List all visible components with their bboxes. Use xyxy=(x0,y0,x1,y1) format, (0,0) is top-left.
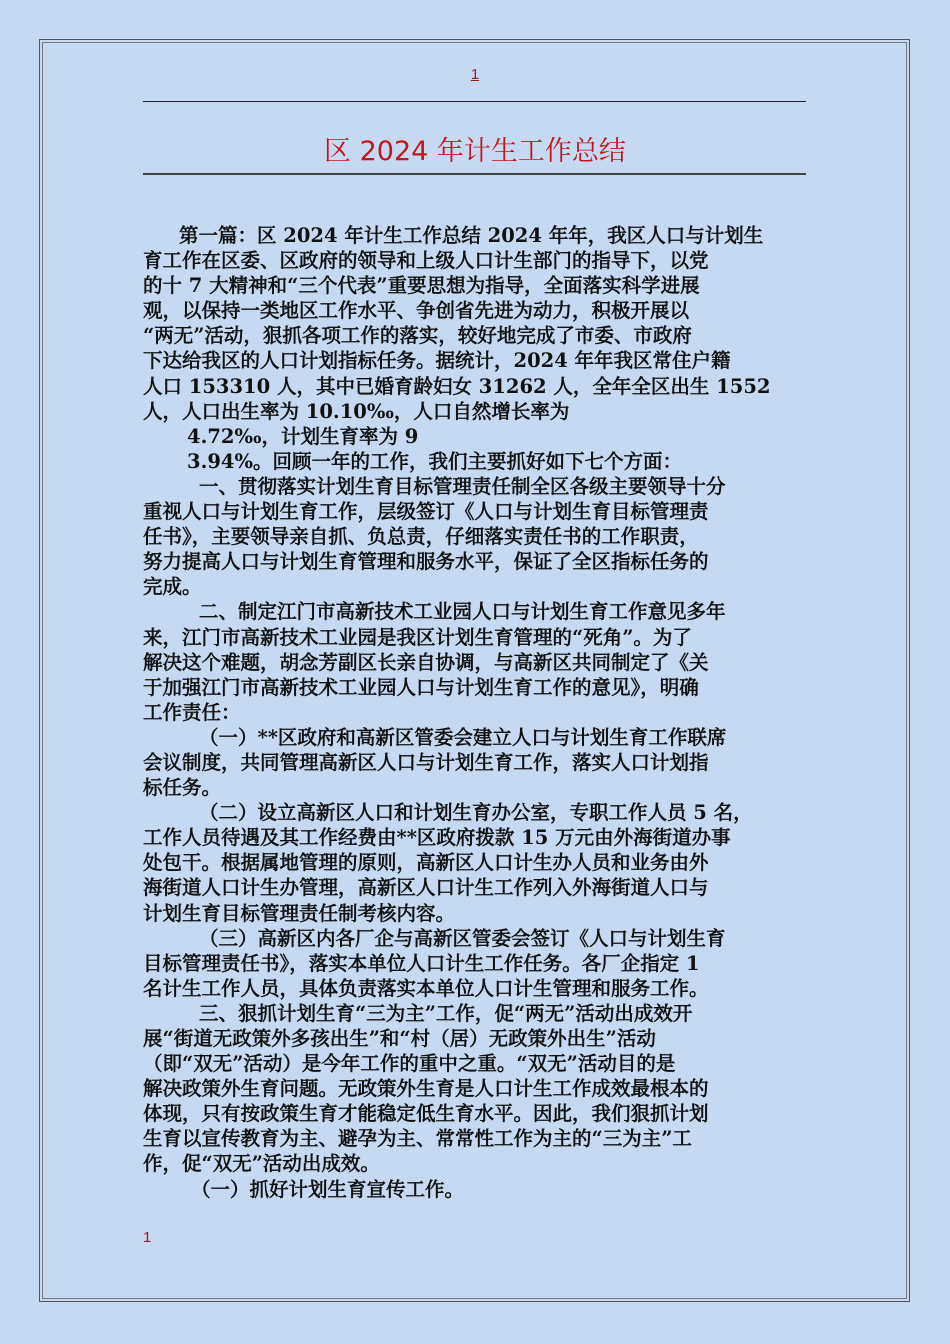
body-line: 人，人口出生率为 10.10‰，人口自然增长率为 xyxy=(143,399,570,423)
body-line: 目标管理责任书》，落实本单位人口计生工作任务。各厂企指定 1 xyxy=(143,951,700,975)
body-line: 任书》，主要领导亲自抓、负总责，仔细落实责任书的工作职责， xyxy=(143,525,699,549)
body-line: 计划生育目标管理责任制考核内容。 xyxy=(143,901,456,925)
body-line: 完成。 xyxy=(143,575,202,599)
body-line: （即“双无”活动）是今年工作的重中之重。“双无”活动目的是 xyxy=(143,1052,676,1076)
body-line: 于加强江门市高新技术工业园人口与计划生育工作的意见》，明确 xyxy=(143,675,699,699)
document-body xyxy=(143,223,811,1202)
body-line: 观，以保持一类地区工作水平、争创省先进为动力，积极开展以 xyxy=(143,299,690,323)
body-line: （一）抓好计划生育宣传工作。 xyxy=(191,1177,465,1201)
body-line: 工作责任： xyxy=(143,700,241,724)
body-line: 一、贯彻落实计划生育目标管理责任制全区各级主要领导十分 xyxy=(199,474,726,498)
body-line: 工作人员待遇及其工作经费由**区政府拨款 15 万元由外海街道办事 xyxy=(143,826,731,850)
body-line: 生育以宣传教育为主、避孕为主、常常性工作为主的“三为主”工 xyxy=(143,1127,692,1151)
title-rule xyxy=(143,173,806,175)
header-page-number: 1 xyxy=(470,66,480,83)
body-line: 解决这个难题，胡念芳副区长亲自协调，与高新区共同制定了《关 xyxy=(143,650,709,674)
body-line: 解决政策外生育问题。无政策外生育是人口计生工作成效最根本的 xyxy=(143,1077,709,1101)
body-line: 名计生工作人员，具体负责落实本单位人口计生管理和服务工作。 xyxy=(143,976,709,1000)
body-line: 展“街道无政策外多孩出生”和“村（居）无政策外出生”活动 xyxy=(143,1027,656,1050)
body-line: 3.94%。回顾一年的工作，我们主要抓好如下七个方面： xyxy=(187,449,683,473)
body-line: （三）高新区内各厂企与高新区管委会签订《人口与计划生育 xyxy=(199,926,726,950)
body-line: 来，江门市高新技术工业园是我区计划生育管理的“死角”。为了 xyxy=(143,625,692,649)
body-line: 二、制定江门市高新技术工业园人口与计划生育工作意见多年 xyxy=(199,600,726,624)
body-line: （一）**区政府和高新区管委会建立人口与计划生育工作联席 xyxy=(199,725,727,749)
body-line: “两无”活动，狠抓各项工作的落实，较好地完成了市委、市政府 xyxy=(143,324,692,348)
document-title: 区 2024 年计生工作总结 xyxy=(324,136,626,167)
body-line: 下达给我区的人口计划指标任务。据统计，2024 年年我区常住户籍 xyxy=(143,349,731,373)
footer-page-number: 1 xyxy=(143,1229,152,1246)
body-line: 努力提高人口与计划生育管理和服务水平，保证了全区指标任务的 xyxy=(143,550,709,574)
header-rule xyxy=(143,101,806,102)
body-line: 重视人口与计划生育工作，层级签订《人口与计划生育目标管理责 xyxy=(143,500,709,524)
body-line: 4.72‰，计划生育率为 9 xyxy=(187,424,419,448)
body-line: 处包干。根据属地管理的原则，高新区人口计生办人员和业务由外 xyxy=(143,851,709,875)
body-line: 人口 153310 人，其中已婚育龄妇女 31262 人，全年全区出生 1552 xyxy=(143,374,771,398)
body-line: 的十 7 大精神和“三个代表”重要思想为指导，全面落实科学进展 xyxy=(143,274,700,298)
body-line: 会议制度，共同管理高新区人口与计划生育工作，落实人口计划指 xyxy=(143,750,709,774)
body-line: 育工作在区委、区政府的领导和上级人口计生部门的指导下，以党 xyxy=(143,249,709,273)
body-line: 体现，只有按政策生育才能稳定低生育水平。因此，我们狠抓计划 xyxy=(143,1102,709,1126)
body-line: 三、狠抓计划生育“三为主”工作，促“两无”活动出成效开 xyxy=(199,1001,693,1025)
body-line: 海街道人口计生办管理，高新区人口计生工作列入外海街道人口与 xyxy=(143,876,709,900)
body-line: 标任务。 xyxy=(143,776,222,800)
body-line: （二）设立高新区人口和计划生育办公室，专职工作人员 5 名， xyxy=(199,801,753,825)
body-line: 作，促“双无”活动出成效。 xyxy=(143,1152,380,1176)
body-line: 第一篇：区 2024 年计生工作总结 2024 年年，我区人口与计划生 xyxy=(179,224,764,247)
